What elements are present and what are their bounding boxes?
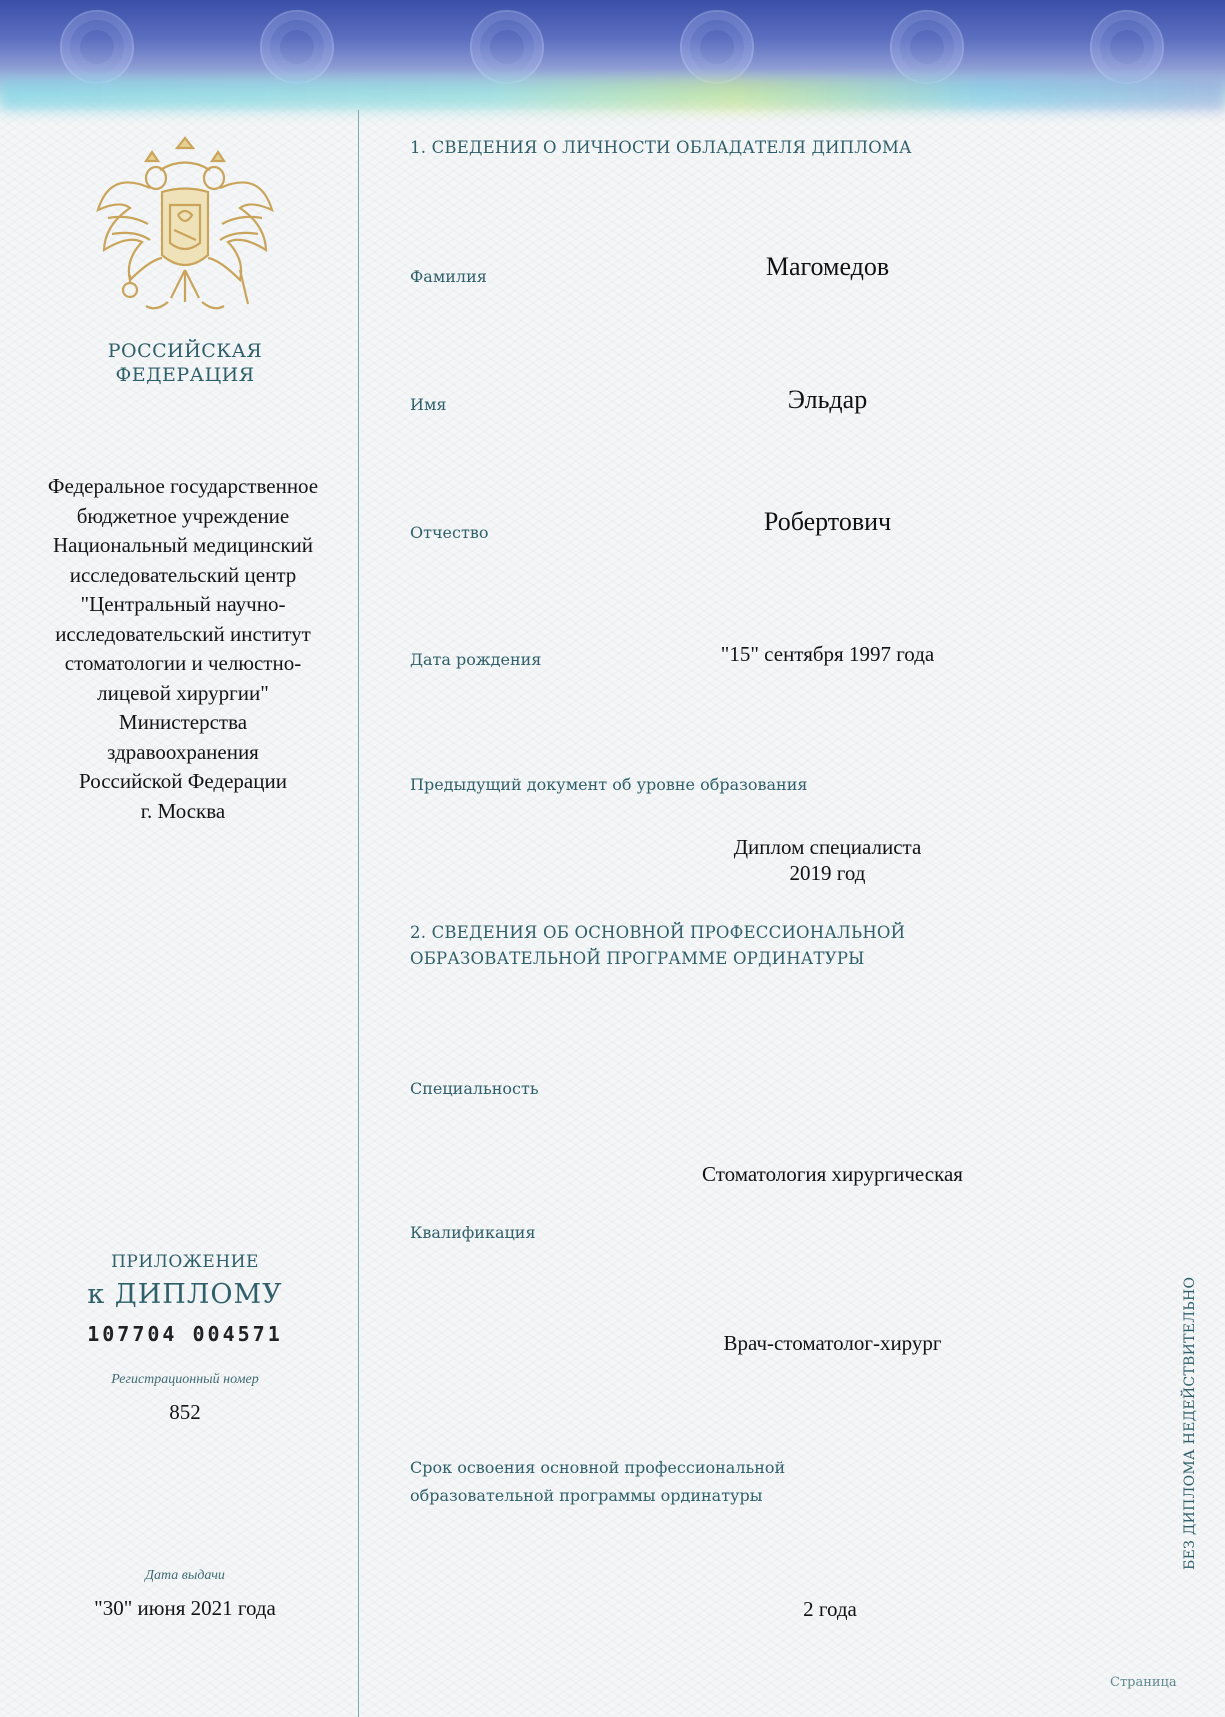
page-label: Страница: [1110, 1675, 1177, 1690]
appendix-title: ПРИЛОЖЕНИЕ: [111, 1252, 259, 1272]
appendix-subtitle: к ДИПЛОМУ: [87, 1279, 283, 1310]
first-name-value: Эльдар: [787, 385, 868, 414]
qualification-value: Врач-стоматолог-хирург: [723, 1331, 942, 1355]
decorative-top-band: [0, 0, 1225, 112]
specialty-label: Специальность: [410, 1079, 539, 1098]
program-term-label: образовательной программы ординатуры: [410, 1486, 763, 1505]
section-1-heading: 1. СВЕДЕНИЯ О ЛИЧНОСТИ ОБЛАДАТЕЛЯ ДИПЛОМА: [410, 138, 912, 157]
registration-number: 852: [169, 1400, 201, 1424]
coat-of-arms-icon: [90, 130, 280, 330]
section-2-heading: 2. СВЕДЕНИЯ ОБ ОСНОВНОЙ ПРОФЕССИОНАЛЬНОЙ: [410, 923, 906, 942]
guilloche-rosette: [260, 10, 334, 84]
program-term-value: 2 года: [803, 1597, 857, 1621]
institution-line: стоматологии и челюстно-: [64, 651, 302, 675]
guilloche-rosette: [1090, 10, 1164, 84]
surname-label: Фамилия: [410, 267, 487, 286]
institution-line: г. Москва: [140, 798, 226, 823]
patronymic-label: Отчество: [410, 523, 489, 542]
patronymic-value: Робертович: [763, 507, 892, 536]
guilloche-rosette: [680, 10, 754, 84]
program-term-label: Срок освоения основной профессиональной: [410, 1458, 786, 1477]
institution-line: Федеральное государственное: [47, 474, 319, 498]
birth-date-label: Дата рождения: [410, 650, 542, 669]
institution-line: Российской Федерации: [79, 769, 287, 793]
institution-line: исследовательский центр: [69, 562, 297, 587]
issue-date-label: Дата выдачи: [145, 1568, 225, 1583]
country-name-line: ФЕДЕРАЦИЯ: [115, 364, 255, 386]
surname-value: Магомедов: [765, 252, 890, 281]
institution-name: [18, 472, 348, 826]
column-divider: [358, 110, 359, 1717]
guilloche-rosette: [470, 10, 544, 84]
previous-document-label: Предыдущий документ об уровне образования: [410, 775, 808, 794]
diploma-serial-number: 107704 004571: [87, 1322, 283, 1346]
institution-line: Национальный медицинский: [52, 533, 314, 557]
institution-line: здравоохранения: [107, 739, 259, 764]
issue-date: "30" июня 2021 года: [94, 1596, 276, 1620]
country-name-line: РОССИЙСКАЯ: [107, 340, 263, 362]
institution-line: бюджетное учреждение: [76, 503, 290, 528]
specialty-value: Стоматология хирургическая: [702, 1162, 963, 1186]
section-2-heading: ОБРАЗОВАТЕЛЬНОЙ ПРОГРАММЕ ОРДИНАТУРЫ: [410, 949, 865, 968]
registration-number-label: Регистрационный номер: [111, 1372, 259, 1387]
institution-line: "Центральный научно-: [80, 592, 286, 616]
guilloche-rosette: [890, 10, 964, 84]
qualification-label: Квалификация: [410, 1223, 536, 1242]
institution-line: исследовательский институт: [55, 621, 311, 646]
previous-document-year: 2019 год: [789, 861, 866, 885]
birth-date-value: "15" сентября 1997 года: [720, 642, 935, 666]
validity-note: БЕЗ ДИПЛОМА НЕДЕЙСТВИТЕЛЬНО: [1182, 1276, 1198, 1570]
previous-document-value: Диплом специалиста: [733, 835, 922, 859]
first-name-label: Имя: [410, 395, 447, 414]
institution-line: Министерства: [118, 710, 248, 734]
institution-line: лицевой хирургии": [97, 680, 269, 705]
guilloche-rosette: [60, 10, 134, 84]
